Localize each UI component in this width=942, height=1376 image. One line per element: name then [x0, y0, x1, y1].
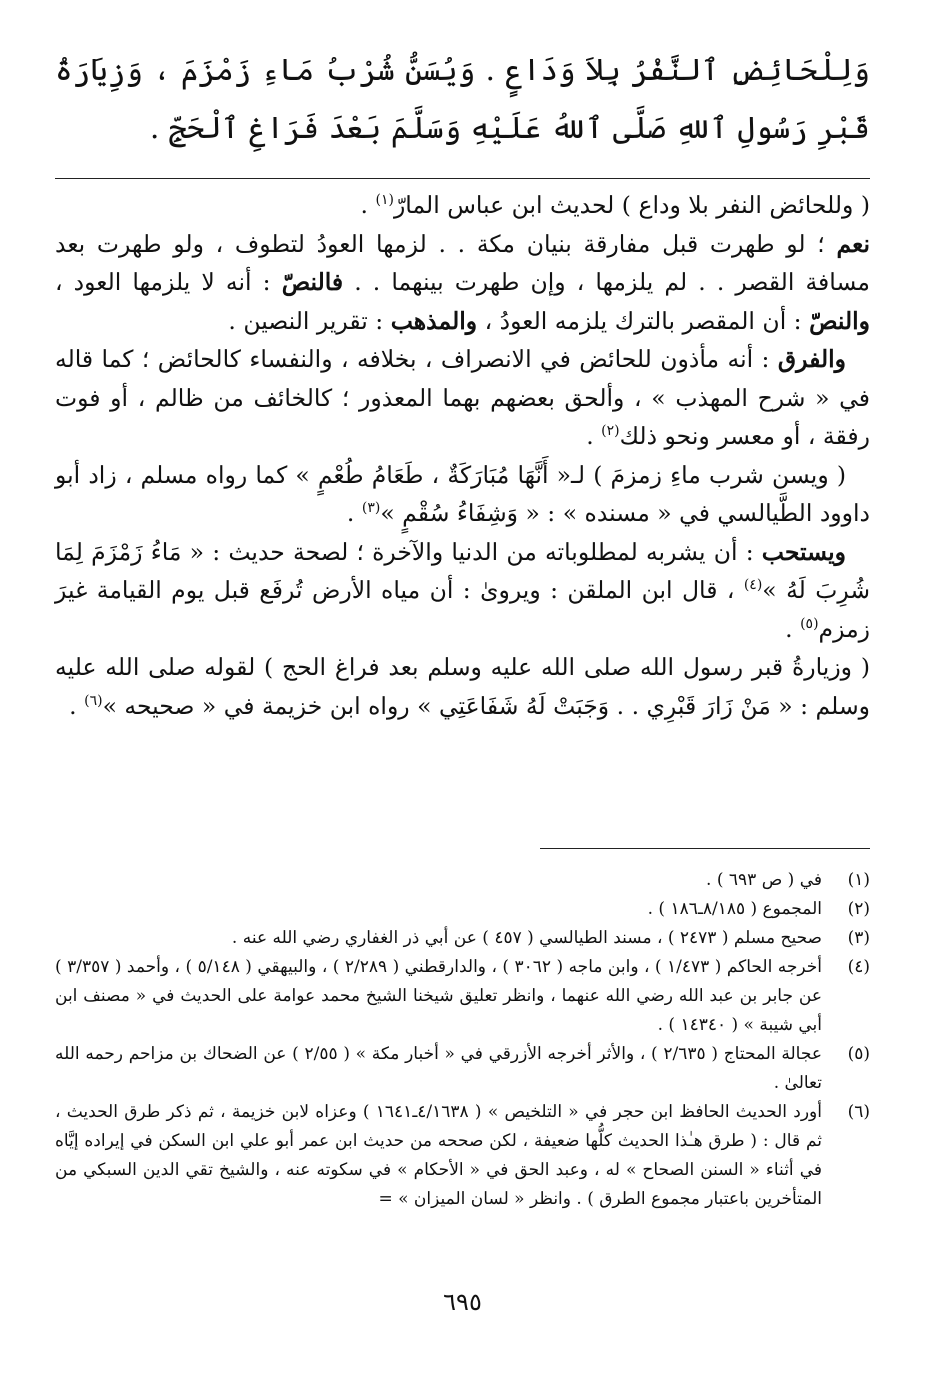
footnote — [55, 1040, 870, 1098]
footnote-ref[interactable]: (٢) — [601, 423, 620, 440]
footnote-ref[interactable]: (٦) — [84, 692, 103, 709]
footnote-ref[interactable]: (٤) — [743, 577, 763, 594]
footnote-number: (٦) — [847, 1102, 870, 1122]
footnote-ref[interactable]: (١) — [375, 192, 394, 209]
footnote-ref[interactable]: (٥) — [800, 615, 819, 632]
commentary-paragraph: ( ويسن شرب ماءِ زمزمَ ) لـ« أَنَّهَا مُبَارَكَةٌ ، طَعَامُ طُعْمٍ » كما رواه مسلم ، زاد أبو داوود الطَّيالسي في « مسنده » : « وَشِفَاءُ سُقْمٍ »$^{(٣)}$ . — [55, 460, 870, 527]
footnote-text: أخرجه الحاكم ( ١/٤٧٣ ) ، وابن ماجه ( ٣٠٦٢ ) ، والدارقطني ( ٢/٢٨٩ ) ، والبيهقي ( ٥/١٤٨ ) ، وأحمد ( ٣/٣٥٧ ) عن جابر بن عبد الله رضي الله عنهما ، وانظر تعليق شيخنا الشيخ محمد عوامة على الحديث في « مصنف ابن أبي شيبة » ( ١٤٣٤٠ ) . — [55, 957, 822, 1035]
book-page — [55, 30, 870, 1350]
footnote — [55, 924, 870, 953]
footnote-number: (١) — [847, 870, 870, 890]
footnote — [55, 1098, 870, 1214]
footnote — [55, 895, 870, 924]
footnote-text: صحيح مسلم ( ٢٤٧٣ ) ، مسند الطيالسي ( ٤٥٧ ) عن أبي ذر الغفاري رضي الله عنه . — [231, 928, 822, 948]
footnote-text: أورد الحديث الحافظ ابن حجر في « التلخيص » ( ٤/١٦٣٨ـ١٦٤١ ) وعزاه لابن خزيمة ، ثم ذكر طرق الحديث ، ثم قال : ( طرق هـٰذا الحديث كلُّها ضعيفة ، لكن صححه من حديث ابن عمر أبو علي ابن السكن في إيراده إيَّاه في أثناء « السنن الصحاح » له ، وعبد الحق في « الأحكام » في سكوته عنه ، والشيخ تقي الدين السبكي من المتأخرين باعتبار مجموع الطرق ) . وانظر « لسان الميزان » = — [55, 1102, 822, 1209]
footnote-text: في ( ص ٦٩٣ ) . — [706, 870, 822, 890]
commentary-paragraph: نعم ؛ لو طهرت قبل مفارقة بنيان مكة . . لزمها العودُ لتطوف ، ولو طهرت بعد مسافة القصر . . لم يلزمها ، وإن طهرت بينهما . . فالنصّ : أنه لا يلزمها العود ، والنصّ : أن المقصر بالترك يلزمه العودُ ، والمذهب : تقرير النصين . — [55, 229, 870, 335]
footnote — [55, 953, 870, 1040]
footnote-text: عجالة المحتاج ( ٢/٦٣٥ ) ، والأثر أخرجه الأزرقي في « أخبار مكة » ( ٢/٥٥ ) عن الضحاك بن مزاحم رحمه الله تعالىٰ . — [55, 1044, 822, 1093]
footnote-text: المجموع ( ٨/١٨٥ـ١٨٦ ) . — [647, 899, 822, 919]
footnote — [55, 866, 870, 895]
footnote-number: (٥) — [847, 1044, 870, 1064]
commentary-paragraph: ويستحب : أن يشربه لمطلوباته من الدنيا والآخرة ؛ لصحة حديث : « مَاءُ زَمْزَمَ لِمَا شُرِبَ لَهُ »$^{(٤)}$ ، قال ابن الملقن : ويروىٰ : أن مياه الأرض تُرفَع قبل يوم القيامة غيرَ زمزم$^{(٥)}$ . — [55, 537, 871, 643]
footnote-number: (٤) — [847, 957, 870, 977]
matn-text: وَلِلْحَائِضِ ٱلنَّفْرُ بِلاَ وَدَاعٍ . وَيُسَنُّ شُرْبُ مَاءِ زَمْزَمَ ، وَزِيَارَةُ قَبْرِ رَسُولِ ٱللهِ صَلَّى ٱللهُ عَلَيْهِ وَسَلَّمَ بَعْدَ فَرَاغِ ٱلْحَجِّ . — [55, 53, 870, 146]
commentary-paragraph: والفرق : أنه مأذون للحائض في الانصراف ، بخلافه ، والنفساء كالحائض ؛ كما قاله في « شرح المهذب » ، وألحق بعضهم بهما المعذور ؛ كالخائف من ظالم ، أو فوت رفقة ، أو معسر ونحو ذلك$^{(٢)}$ . — [55, 345, 870, 450]
page-number: ٦٩٥ — [443, 1288, 482, 1316]
commentary — [55, 186, 870, 725]
footnote-ref[interactable]: (٣) — [361, 500, 381, 517]
footnotes — [55, 866, 870, 1214]
commentary-paragraph: ( وزيارةُ قبر رسول الله صلى الله عليه وسلم بعد فراغ الحج ) لقوله صلى الله عليه وسلم : « مَنْ زَارَ قَبْرِي . . وَجَبَتْ لَهُ شَفَاعَتِي » رواه ابن خزيمة في « صحيحه »$^{(٦)}$ . — [55, 653, 870, 720]
footnote-number: (٢) — [847, 899, 870, 919]
footnote-number: (٣) — [847, 928, 870, 948]
matn-divider — [55, 178, 870, 179]
commentary-paragraph: ( وللحائض النفر بلا وداع ) لحديث ابن عباس المارّ$^{(١)}$ . — [360, 191, 870, 219]
footnotes-divider — [540, 848, 870, 849]
